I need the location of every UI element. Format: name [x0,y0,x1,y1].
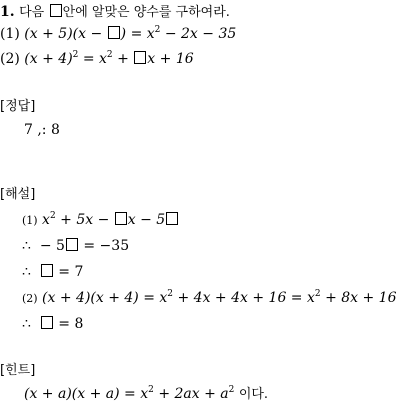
answer-header-text: [정답] [0,99,36,114]
equation-part: (x + a)(x + a) = x [24,386,149,402]
therefore-symbol: ∴ [22,264,31,280]
equation-part: (x + 4)(x + 4) = x [42,290,168,306]
hint-tail: 이다. [238,387,269,402]
equation-part: + 8x + 16 [325,290,397,306]
blank-box [134,51,146,64]
instruction-text: 다음 [19,5,45,20]
solution-line-4 [22,288,397,309]
equation-part: + [117,51,129,67]
blank-box [50,4,62,17]
solution-line-2 [22,236,129,256]
equation-part: = 8 [58,316,84,332]
exponent: 2 [72,50,79,60]
answer-text: 7 ,: 8 [24,122,60,138]
solution-line-1 [22,210,179,231]
answer-header [0,96,35,117]
problem-statement [0,2,230,23]
equation-part: (x + 4) [24,51,73,67]
equation-part: = x [82,51,107,67]
problem-item-1 [0,24,236,44]
blank-box [115,212,127,225]
equation-part: = −35 [83,238,130,254]
therefore-symbol: ∴ [22,316,31,332]
therefore-symbol: ∴ [22,238,31,254]
equation-part: = 7 [58,264,84,280]
hint-header-text: [힌트] [0,363,36,378]
solution-line-3 [22,262,83,282]
problem-number: 1. [0,4,15,20]
solution-line-5 [22,314,83,334]
exponent: 2 [314,289,321,299]
instruction-text-rest: 안에 알맞은 양수를 구하여라. [62,5,230,20]
equation-part: + 2ax + a [158,386,229,402]
exponent: 2 [228,385,235,395]
equation-part: − 2x − 35 [164,26,237,42]
exponent: 2 [167,289,174,299]
blank-box [166,212,178,225]
blank-box [108,26,120,39]
exponent: 2 [49,211,56,221]
step-label: (2) [22,292,38,305]
exponent: 2 [148,385,154,395]
solution-header-text: [해설] [0,187,36,202]
answer-value [24,120,60,140]
blank-box [66,238,78,251]
item-label: (1) [0,26,20,42]
blank-box [41,264,53,277]
equation-part: x [42,212,50,228]
exponent: 2 [154,25,161,35]
equation-part: + 5x − [60,212,110,228]
equation-part: − 5 [39,238,65,254]
item-label: (2) [0,51,20,67]
hint-header [0,360,35,381]
solution-header [0,184,35,205]
step-label: (1) [22,214,38,227]
problem-item-2 [0,49,194,69]
equation-part: x + 16 [147,51,194,67]
equation-part: ) = x [120,26,155,42]
blank-box [41,316,53,329]
equation-part: + 4x + 4x + 16 = x [177,290,315,306]
equation-part: x − 5 [127,212,166,228]
equation-part: (x + 5)(x − [24,26,103,42]
exponent: 2 [106,50,113,60]
hint-line [24,384,268,405]
